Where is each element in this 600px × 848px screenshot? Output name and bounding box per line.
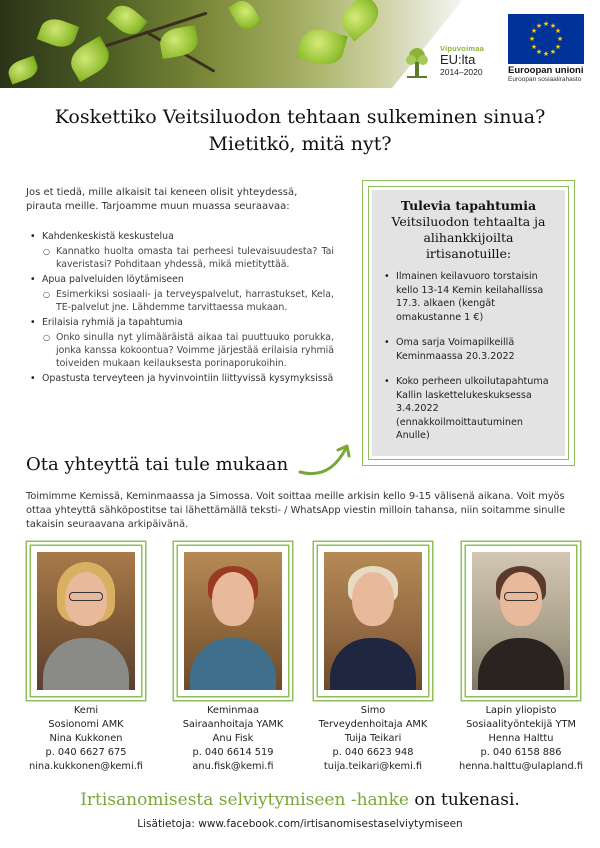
staff-location: Keminmaa xyxy=(207,705,259,716)
staff-name: Henna Halttu xyxy=(488,733,554,744)
staff-email[interactable]: anu.fisk@kemi.fi xyxy=(192,761,274,772)
staff-card-kemi xyxy=(11,704,161,774)
more-info xyxy=(0,818,600,830)
staff-location: Lapin yliopisto xyxy=(485,705,557,716)
staff-email[interactable]: tuija.teikari@kemi.fi xyxy=(323,761,423,772)
staff-name: Anu Fisk xyxy=(212,733,254,744)
svg-text:★: ★ xyxy=(542,20,550,28)
staff-phone[interactable]: p. 040 6623 948 xyxy=(332,747,414,758)
staff-name: Tuija Teikari xyxy=(344,733,402,744)
svg-text:★: ★ xyxy=(530,43,538,51)
contact-heading: Ota yhteyttä tai tule mukaan xyxy=(26,454,289,475)
staff-photo xyxy=(472,552,570,690)
staff-name: Nina Kukkonen xyxy=(49,733,123,744)
intro-text: Jos et tiedä, mille alkaisit tai keneen olisit yhteydessä, pirauta meille. Tarjoamme muun muassa seuraavaa: xyxy=(26,187,298,212)
contact-text: Toimimme Kemissä, Keminmaassa ja Simossa. Voit soittaa meille arkisin kello 9-15 välisenä aikana. Voit myös ottaa yhteyttä sähköpostitse tai lähettämällä teksti- / WhatsApp viestin milloin tahansa, niin soitamme sinulle takaisin seuraavana arkipäivänä. xyxy=(26,491,566,530)
staff-photo-frame xyxy=(31,546,141,696)
more-info-label: Lisätietoja: xyxy=(137,818,195,830)
staff-photo-frame xyxy=(178,546,288,696)
eu-logo-text: Euroopan unioni Euroopan sosiaalirahasto xyxy=(508,65,584,83)
vipuvoimaa-logo: Vipuvoimaa EU:lta 2014–2020 xyxy=(440,44,484,77)
staff-title: Sosiaalityöntekijä YTM xyxy=(466,719,576,730)
header-banner xyxy=(0,0,600,88)
svg-text:★: ★ xyxy=(554,43,562,51)
service-title: • Kahdenkeskistä keskustelua xyxy=(28,230,334,243)
staff-location: Kemi xyxy=(73,705,99,716)
tree-logo-icon xyxy=(402,46,432,80)
service-title: • Erilaisia ryhmiä ja tapahtumia xyxy=(28,316,334,329)
staff-photo xyxy=(184,552,282,690)
svg-text:★: ★ xyxy=(530,27,538,35)
staff-location: Simo xyxy=(360,705,386,716)
services-list xyxy=(28,230,334,387)
event-item: • Oma sarja Voimapilkeillä Keminmaassa 20.3.2022 xyxy=(382,336,555,363)
slogan-suffix: on tukenasi. xyxy=(414,790,520,810)
staff-photo xyxy=(324,552,422,690)
staff-photo-frame xyxy=(466,546,576,696)
staff-title: Terveydenhoitaja AMK xyxy=(318,719,428,730)
staff-card-lapin-yliopisto xyxy=(446,704,596,774)
eu-flag-icon xyxy=(508,14,584,64)
events-title: Tulevia tapahtumia Veitsiluodon tehtaalta ja alihankkijoilta irtisanotuille: xyxy=(391,198,546,261)
service-detail: ○ Esimerkiksi sosiaali- ja terveyspalvelut, harrastukset, Kela, TE-palvelut jne. Lähdemme tarvittaessa mukaan. xyxy=(28,288,334,314)
staff-title: Sosionomi AMK xyxy=(48,719,124,730)
staff-photo xyxy=(37,552,135,690)
staff-card-simo xyxy=(298,704,448,774)
staff-email[interactable]: henna.halttu@ulapland.fi xyxy=(459,761,583,772)
svg-text:★: ★ xyxy=(535,48,543,56)
svg-text:★: ★ xyxy=(556,35,564,43)
svg-text:★: ★ xyxy=(528,35,536,43)
staff-phone[interactable]: p. 040 6627 675 xyxy=(45,747,127,758)
svg-text:★: ★ xyxy=(549,22,557,30)
staff-title: Sairaanhoitaja YAMK xyxy=(182,719,284,730)
event-item: • Ilmainen keilavuoro torstaisin kello 13-14 Kemin keilahallissa 17.3. alkaen (kengät omakustanne 1 €) xyxy=(382,270,555,324)
staff-card-keminmaa xyxy=(158,704,308,774)
project-name: Irtisanomisesta selviytymiseen -hanke xyxy=(80,790,409,810)
staff-photo-frame xyxy=(318,546,428,696)
svg-text:★: ★ xyxy=(542,50,550,58)
project-slogan xyxy=(0,790,600,810)
service-detail: ○ Onko sinulla nyt ylimääräistä aikaa tai puuttuuko porukka, jonka kanssa kokoontua? Voimme järjestää erilaisia ryhmiä toiveiden mukaan keilauksesta porinaporukoihin. xyxy=(28,331,334,370)
service-detail: ○ Kannatko huolta omasta tai perheesi tulevaisuudesta? Tai kaveristasi? Pohditaan yhdessä, mikä mietityttää. xyxy=(28,245,334,271)
event-item: • Koko perheen ulkoilutapahtuma Kallin laskettelukeskuksessa 3.4.2022 (ennakkoilmoittautuminen Anulle) xyxy=(382,375,555,443)
page-title: Koskettiko Veitsiluodon tehtaan sulkeminen sinua? Mietitkö, mitä nyt? xyxy=(54,106,546,155)
svg-text:★: ★ xyxy=(549,48,557,56)
svg-text:★: ★ xyxy=(554,27,562,35)
svg-text:★: ★ xyxy=(535,22,543,30)
events-box xyxy=(372,190,565,456)
service-title: • Opastusta terveyteen ja hyvinvointiin liittyvissä kysymyksissä xyxy=(28,372,334,385)
facebook-link[interactable]: www.facebook.com/irtisanomisestaselviytymiseen xyxy=(198,818,463,830)
staff-phone[interactable]: p. 040 6158 886 xyxy=(480,747,562,758)
staff-phone[interactable]: p. 040 6614 519 xyxy=(192,747,274,758)
curved-arrow-icon xyxy=(296,440,356,480)
service-title: • Apua palveluiden löytämiseen xyxy=(28,273,334,286)
staff-email[interactable]: nina.kukkonen@kemi.fi xyxy=(29,761,143,772)
